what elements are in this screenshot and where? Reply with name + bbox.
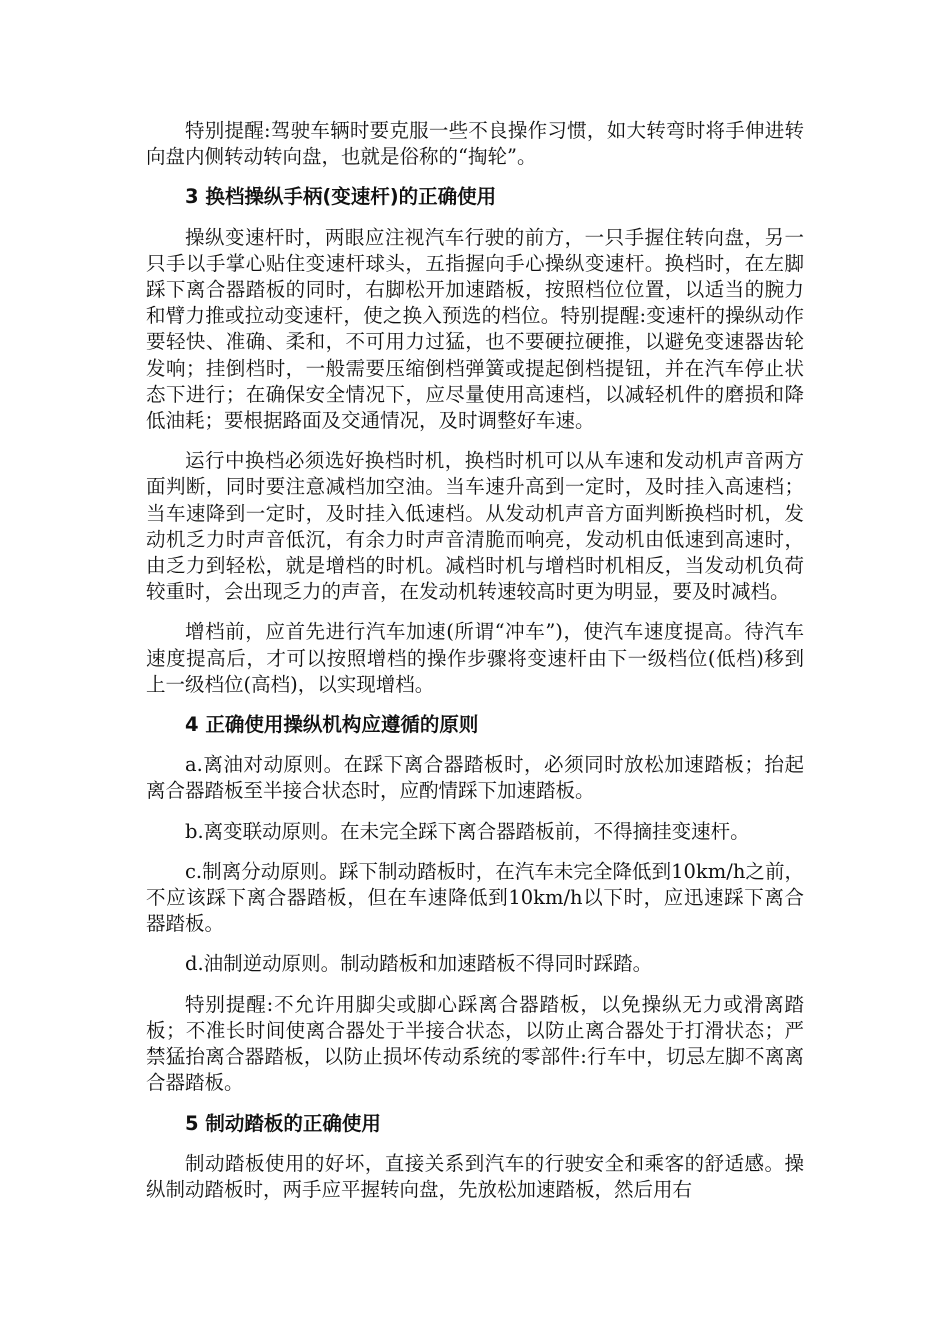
paragraph-principle-c: c.制离分动原则。踩下制动踏板时，在汽车未完全降低到10km/h之前，不应该踩下离合器踏板，但在车速降低到10km/h以下时，应迅速踩下离合器踏板。 (146, 859, 804, 936)
section-heading-5: 5 制动踏板的正确使用 (185, 1111, 381, 1135)
paragraph-principle-a: a.离油对动原则。在踩下离合器踏板时，必须同时放松加速踏板；抬起离合器踏板至半接合状态时，应酌情踩下加速踏板。 (146, 753, 804, 803)
paragraph-clutch-reminder: 特别提醒:不允许用脚尖或脚心踩离合器踏板，以免操纵无力或滑离踏板；不准长时间使离合器处于半接合状态，以防止离合器处于打滑状态；严禁猛抬离合器踏板，以防止损坏传动系统的零部件:行车中，切忌左脚不离离合器踏板。 (146, 992, 804, 1095)
paragraph-upshift: 增档前，应首先进行汽车加速(所谓“冲车”)，使汽车速度提高。待汽车速度提高后，才可以按照增档的操作步骤将变速杆由下一级档位(低档)移到上一级档位(高档)，以实现增档。 (146, 620, 804, 696)
paragraph-brake-pedal: 制动踏板使用的好坏，直接关系到汽车的行驶安全和乘客的舒适感。操纵制动踏板时，两手应平握转向盘，先放松加速踏板，然后用右 (146, 1151, 804, 1201)
paragraph-gear-lever-operation: 操纵变速杆时，两眼应注视汽车行驶的前方，一只手握住转向盘，另一只手以手掌心贴住变速杆球头，五指握向手心操纵变速杆。换档时，在左脚踩下离合器踏板的同时，右脚松开加速踏板，按照档位位置，以适当的腕力和臂力推或拉动变速杆，使之换入预选的档位。特别提醒:变速杆的操纵动作要轻快、准确、柔和，不可用力过猛，也不要硬拉硬推，以避免变速器齿轮发响；挂倒档时，一般需要压缩倒档弹簧或提起倒档提钮，并在汽车停止状态下进行；在确保安全情况下，应尽量使用高速档，以减轻机件的磨损和降低油耗；要根据路面及交通情况，及时调整好车速。 (146, 225, 804, 433)
paragraph-principle-b: b.离变联动原则。在未完全踩下离合器踏板前，不得摘挂变速杆。 (185, 819, 750, 843)
section-heading-3: 3 换档操纵手柄(变速杆)的正确使用 (185, 185, 497, 209)
paragraph-principle-d: d.油制逆动原则。制动踏板和加速踏板不得同时踩踏。 (185, 952, 653, 976)
paragraph-shift-timing: 运行中换档必须选好换档时机，换档时机可以从车速和发动机声音两方面判断，同时要注意减档加空油。当车速升高到一定时，及时挂入高速档；当车速降到一定时，及时挂入低速档。从发动机声音方面判断换档时机，发动机乏力时声音低沉，有余力时声音清脆而响亮，发动机由低速到高速时，由乏力到轻松，就是增档的时机。减档时机与增档时机相反，当发动机负荷较重时，会出现乏力的声音，在发动机转速较高时更为明显，要及时减档。 (146, 449, 804, 604)
paragraph-steering-reminder: 特别提醒:驾驶车辆时要克服一些不良操作习惯，如大转弯时将手伸进转向盘内侧转动转向盘，也就是俗称的“掏轮”。 (146, 119, 804, 169)
section-heading-4: 4 正确使用操纵机构应遵循的原则 (185, 713, 479, 737)
